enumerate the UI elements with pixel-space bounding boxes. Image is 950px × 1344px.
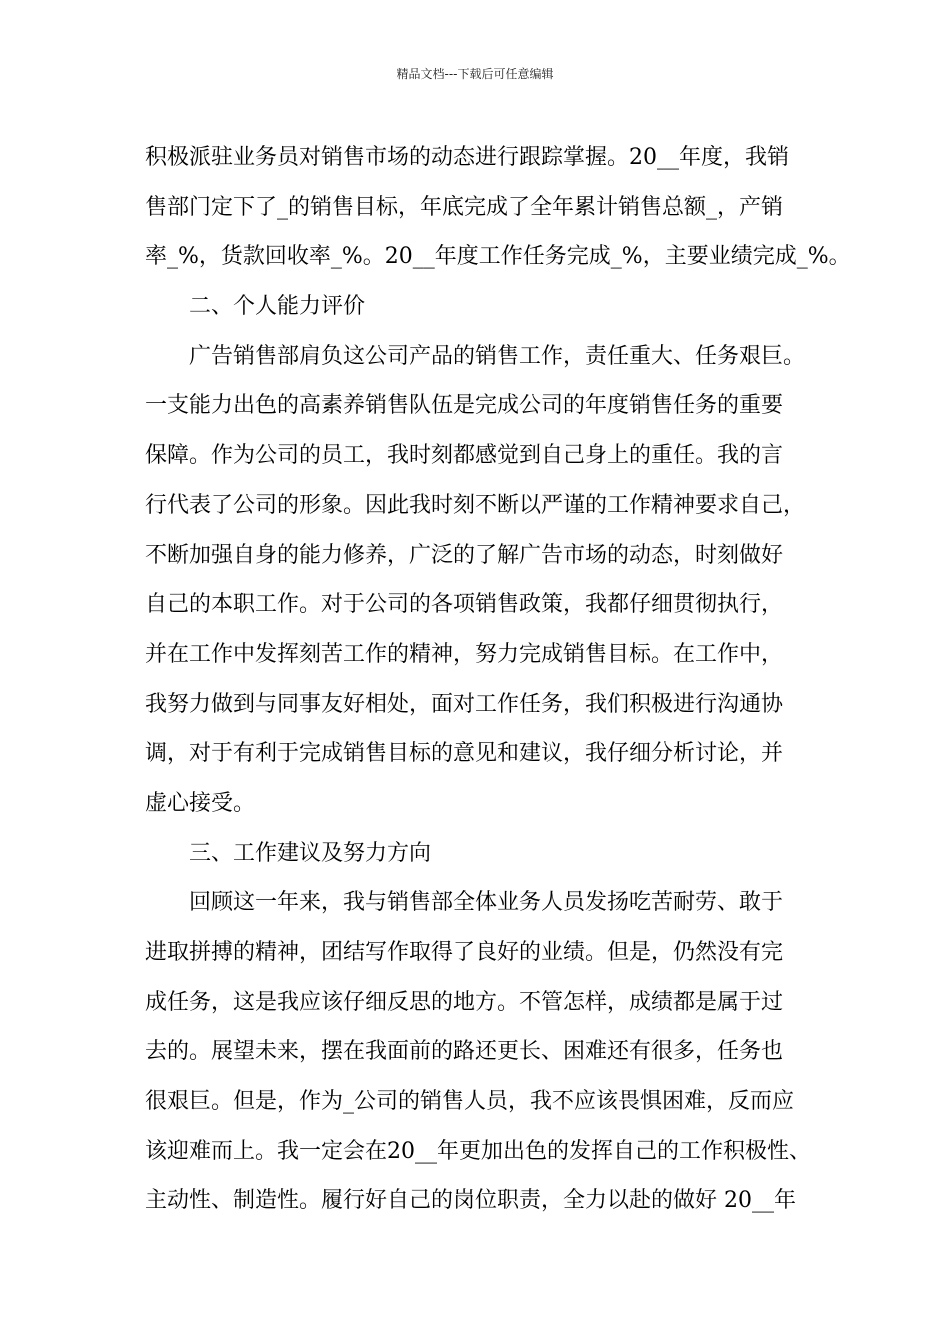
- document-body: [145, 133, 851, 1226]
- text-line: 自己的本职工作。对于公司的各项销售政策，我都仔细贯彻执行，: [145, 592, 784, 618]
- text-line: 并在工作中发挥刻苦工作的精神，努力完成销售目标。在工作中，: [145, 641, 784, 667]
- text-line: 主动性、制造性。履行好自己的岗位职责，全力以赴的做好 20__年: [145, 1188, 796, 1214]
- text-line: 成任务，这是我应该仔细反思的地方。不管怎样，成绩都是属于过: [145, 989, 784, 1015]
- text-line: 售部门定下了_的销售目标，年底完成了全年累计销售总额_，产销: [145, 194, 784, 220]
- page-header: 精品文档---下载后可任意编辑: [396, 67, 554, 81]
- text-line: 一支能力出色的高素养销售队伍是完成公司的年度销售任务的重要: [145, 393, 784, 419]
- text-line: 广告销售部肩负这公司产品的销售工作，责任重大、任务艰巨。: [189, 343, 806, 369]
- text-line: 回顾这一年来，我与销售部全体业务人员发扬吃苦耐劳、敢于: [189, 890, 784, 916]
- text-line: 我努力做到与同事友好相处，面对工作任务，我们积极进行沟通协: [145, 691, 784, 717]
- section-heading: 二、个人能力评价: [189, 294, 366, 320]
- text-line: 调，对于有利于完成销售目标的意见和建议，我仔细分析讨论，并: [145, 741, 784, 767]
- text-line: 去的。展望未来，摆在我面前的路还更长、困难还有很多，任务也: [145, 1039, 784, 1065]
- text-line: 很艰巨。但是，作为_公司的销售人员，我不应该畏惧困难，反而应: [145, 1089, 795, 1115]
- text-line: 该迎难而上。我一定会在20__年更加出色的发挥自己的工作积极性、: [145, 1138, 811, 1164]
- text-line: 不断加强自身的能力修养，广泛的了解广告市场的动态，时刻做好: [145, 542, 784, 568]
- text-line: 积极派驻业务员对销售市场的动态进行跟踪掌握。20__年度，我销: [145, 145, 789, 170]
- text-line: 进取拼搏的精神，团结写作取得了良好的业绩。但是，仍然没有完: [145, 940, 784, 965]
- text-line: 保障。作为公司的员工，我时刻都感觉到自己身上的重任。我的言: [145, 443, 784, 469]
- section-heading: 三、工作建议及努力方向: [189, 840, 432, 866]
- text-line: 虚心接受。: [145, 790, 256, 816]
- text-line: 率_%，货款回收率_%。20__年度工作任务完成_%，主要业绩完成_%。: [145, 244, 851, 270]
- text-line: 行代表了公司的形象。因此我时刻不断以严谨的工作精神要求自己，: [145, 492, 806, 518]
